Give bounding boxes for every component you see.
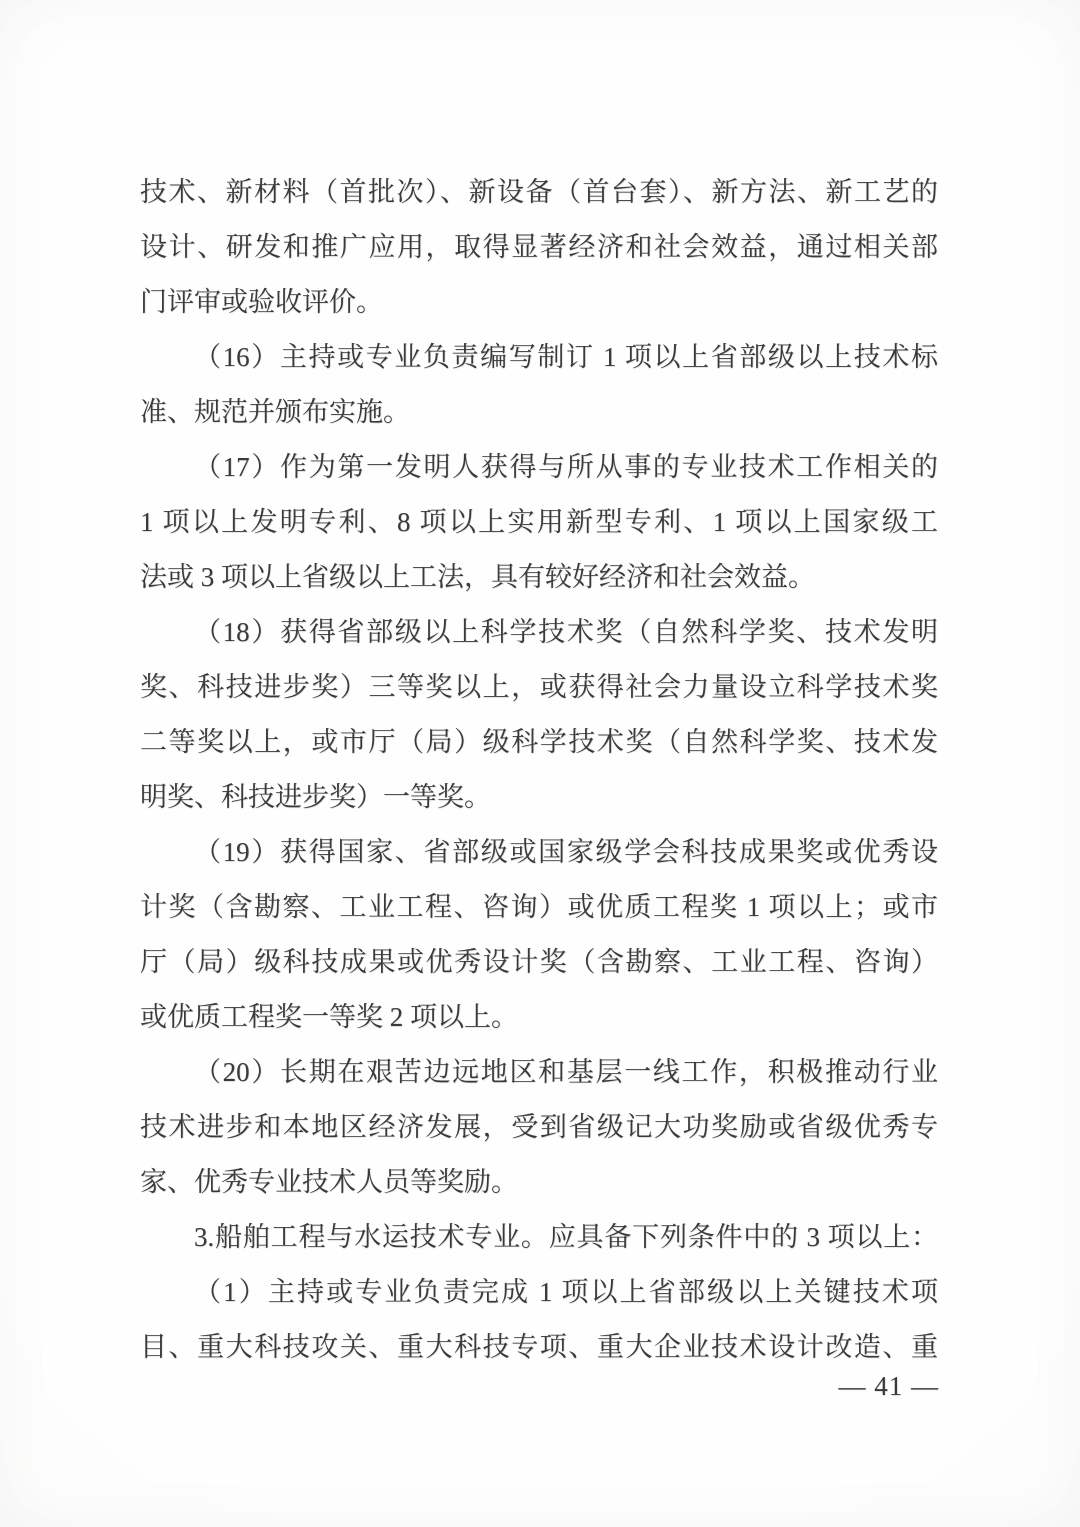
- text-line: 明奖、科技进步奖）一等奖。: [140, 782, 491, 812]
- text-line: （16）主持或专业负责编写制订 1 项以上省部级以上技术标: [194, 342, 938, 372]
- paragraph: [140, 330, 938, 440]
- text-line: 二等奖以上，或市厅（局）级科学技术奖（自然科学奖、技术发: [140, 727, 938, 757]
- paragraph: [140, 165, 938, 330]
- text-line: （1）主持或专业负责完成 1 项以上省部级以上关键技术项: [194, 1277, 938, 1307]
- text-line: （18）获得省部级以上科学技术奖（自然科学奖、技术发明: [194, 617, 938, 647]
- paragraph: [140, 1210, 938, 1265]
- page-text: [140, 165, 938, 1375]
- text-line: 1 项以上发明专利、8 项以上实用新型专利、1 项以上国家级工: [140, 507, 938, 537]
- text-line: （17）作为第一发明人获得与所从事的专业技术工作相关的: [194, 452, 938, 482]
- paragraph: [140, 605, 938, 825]
- paragraph: [140, 825, 938, 1045]
- text-line: 奖、科技进步奖）三等奖以上，或获得社会力量设立科学技术奖: [140, 672, 938, 702]
- text-line: 厅（局）级科技成果或优秀设计奖（含勘察、工业工程、咨询）: [140, 947, 938, 977]
- page-number: — 41 —: [838, 1371, 939, 1401]
- text-line: 目、重大科技攻关、重大科技专项、重大企业技术设计改造、重: [140, 1332, 938, 1362]
- text-line: 技术进步和本地区经济发展，受到省级记大功奖励或省级优秀专: [140, 1112, 938, 1142]
- text-line: 3.船舶工程与水运技术专业。应具备下列条件中的 3 项以上：: [194, 1222, 938, 1252]
- paragraph: [140, 1045, 938, 1210]
- text-line: （19）获得国家、省部级或国家级学会科技成果奖或优秀设: [194, 837, 938, 867]
- paragraph: [140, 440, 938, 605]
- text-line: 准、规范并颁布实施。: [140, 397, 410, 427]
- text-line: 法或 3 项以上省级以上工法，具有较好经济和社会效益。: [140, 562, 815, 592]
- text-line: 计奖（含勘察、工业工程、咨询）或优质工程奖 1 项以上；或市: [140, 892, 938, 922]
- text-line: 技术、新材料（首批次）、新设备（首台套）、新方法、新工艺的: [140, 177, 938, 207]
- text-line: 门评审或验收评价。: [140, 287, 383, 317]
- text-line: 家、优秀专业技术人员等奖励。: [140, 1167, 518, 1197]
- text-line: 或优质工程奖一等奖 2 项以上。: [140, 1002, 518, 1032]
- paragraph: [140, 1265, 938, 1375]
- text-line: 设计、研发和推广应用，取得显著经济和社会效益，通过相关部: [140, 232, 938, 262]
- text-line: （20）长期在艰苦边远地区和基层一线工作，积极推动行业: [194, 1057, 938, 1087]
